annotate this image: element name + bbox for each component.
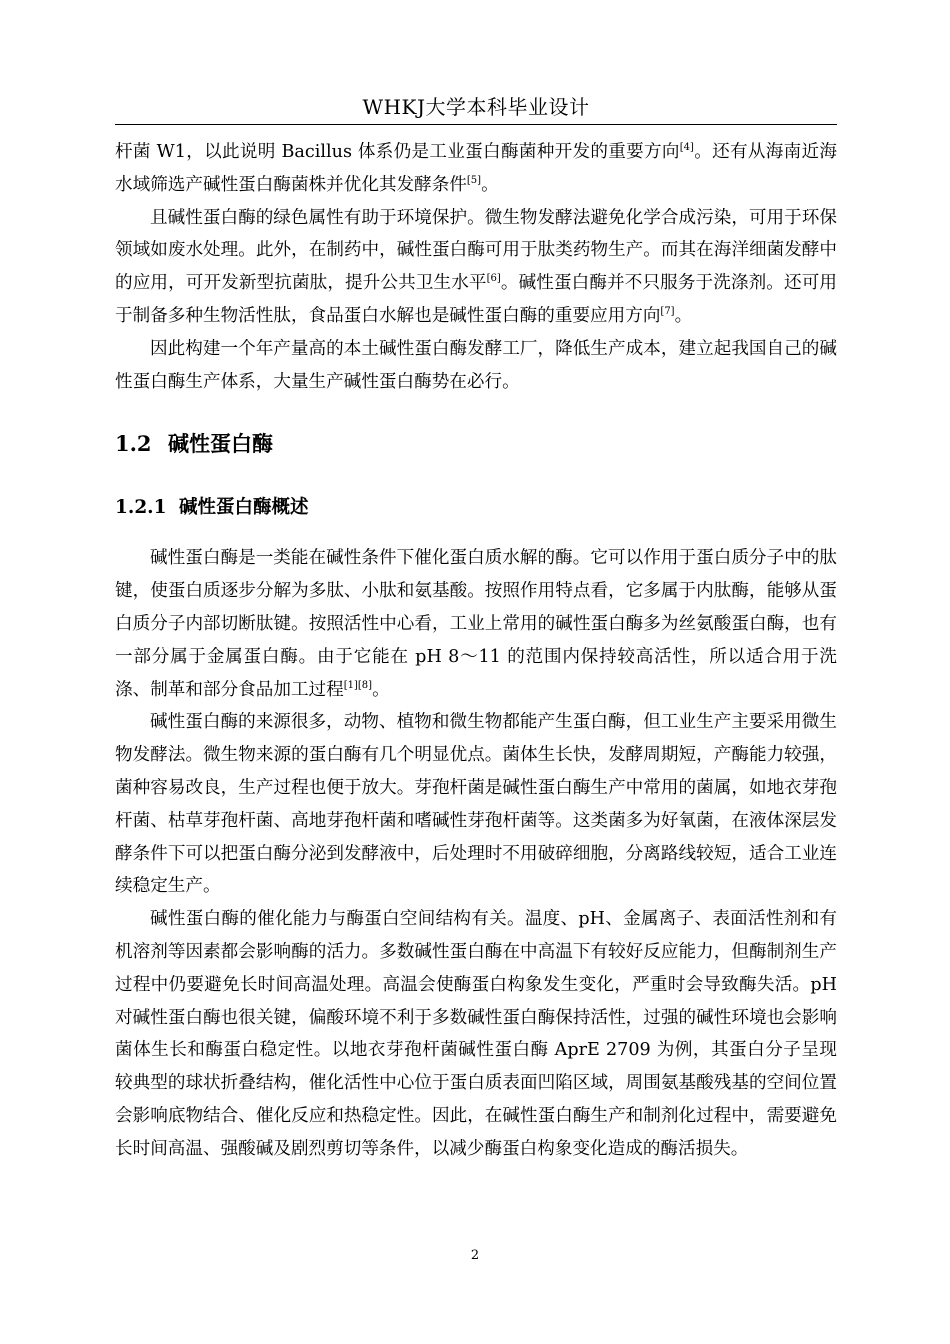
citation: [5] xyxy=(466,174,482,186)
paragraph-text: 碱性蛋白酶的催化能力与酶蛋白空间结构有关。温度、pH、金属离子、表面活性剂和有机溶剂等因素都会影响酶的活力。多数碱性蛋白酶在中高温下有较好反应能力，但酶制剂生产过程中仍要避免长时间高温处理。高温会使酶蛋白构象发生变化，严重时会导致酶失活。pH 对碱性蛋白酶也很关键，偏酸环境不利于多数碱性蛋白酶保持活性，过强的碱性环境也会影响菌体生长和酶蛋白稳定性。以地衣芽孢杆菌碱性蛋白酶 AprE 2709 为例，其蛋白分子呈现较典型的球状折叠结构，催化活性中心位于蛋白质表面凹陷区域，周围氨基酸残基的空间位置会影响底物结合、催化反应和热稳定性。因此，在碱性蛋白酶生产和制剂化过程中，需要避免长时间高温、强酸碱及剧烈剪切等条件，以减少酶蛋白构象变化造成的酶活损失。 xyxy=(115,909,837,1159)
paragraph-text: 。 xyxy=(481,174,499,195)
paragraph-text: 。碱性蛋白酶并不只服务于洗涤剂。还可用于制备多种生物活性肽，食品蛋白水解也是碱性蛋白酶的重要应用方向 xyxy=(115,273,837,326)
section-title: 碱性蛋白酶 xyxy=(168,432,273,457)
spacer xyxy=(115,526,837,542)
citation: [4] xyxy=(679,142,694,153)
paragraph xyxy=(115,333,837,399)
paragraph-text: 。 xyxy=(372,679,390,700)
section-heading xyxy=(115,424,837,464)
paragraph xyxy=(115,202,837,333)
paragraph-text: 。还有从海南近海水域筛选产碱性蛋白酶菌株并优化其发酵条件 xyxy=(115,142,837,195)
page-header: WHKJ大学本科毕业设计 xyxy=(362,95,590,119)
page-body xyxy=(115,136,837,1166)
paragraph-text: 因此构建一个年产量高的本土碱性蛋白酶发酵工厂，降低生产成本，建立起我国自己的碱性蛋白酶生产体系，大量生产碱性蛋白酶势在必行。 xyxy=(115,338,837,392)
spacer xyxy=(115,464,837,490)
subsection-heading xyxy=(115,490,837,526)
paragraph xyxy=(115,136,837,202)
paragraph xyxy=(115,706,837,903)
header-rule xyxy=(115,124,837,125)
subsection-number: 1.2.1 xyxy=(115,497,167,519)
paragraph-text: 碱性蛋白酶是一类能在碱性条件下催化蛋白质水解的酶。它可以作用于蛋白质分子中的肽键，使蛋白质逐步分解为多肽、小肽和氨基酸。按照作用特点看，它多属于内肽酶，能够从蛋白质分子内部切断肽键。按照活性中心看，工业上常用的碱性蛋白酶多为丝氨酸蛋白酶，也有一部分属于金属蛋白酶。由于它能在 pH 8～11 的范围内保持较高活性，所以适合用于洗涤、制革和部分食品加工过程 xyxy=(115,548,837,700)
page-number: 2 xyxy=(470,1248,480,1263)
paragraph xyxy=(115,542,837,706)
paragraph-text: 且碱性蛋白酶的绿色属性有助于环境保护。微生物发酵法避免化学合成污染，可用于环保领域如废水处理。此外，在制药中，碱性蛋白酶可用于肽类药物生产。而其在海洋细菌发酵中的应用，可开发新型抗菌肽，提升公共卫生水平 xyxy=(115,207,837,294)
section-number: 1.2 xyxy=(115,431,152,457)
citation: [7] xyxy=(660,305,675,317)
paragraph-text: 杆菌 W1，以此说明 Bacillus 体系仍是工业蛋白酶菌种开发的重要方向 xyxy=(115,142,680,162)
paragraph-text: 碱性蛋白酶的来源很多，动物、植物和微生物都能产生蛋白酶，但工业生产主要采用微生物发酵法。微生物来源的蛋白酶有几个明显优点。菌体生长快，发酵周期短，产酶能力较强，菌种容易改良，生产过程也便于放大。芽孢杆菌是碱性蛋白酶生产中常用的菌属，如地衣芽孢杆菌、枯草芽孢杆菌、高地芽孢杆菌和嗜碱性芽孢杆菌等。这类菌多为好氧菌，在液体深层发酵条件下可以把蛋白酶分泌到发酵液中，后处理时不用破碎细胞，分离路线较短，适合工业连续稳定生产。 xyxy=(115,712,837,897)
citation: [6] xyxy=(486,273,501,285)
citation: [1][8] xyxy=(343,679,373,691)
paragraph xyxy=(115,903,837,1165)
spacer xyxy=(115,398,837,424)
subsection-title: 碱性蛋白酶概述 xyxy=(179,497,309,519)
paragraph-text: 。 xyxy=(674,305,693,326)
